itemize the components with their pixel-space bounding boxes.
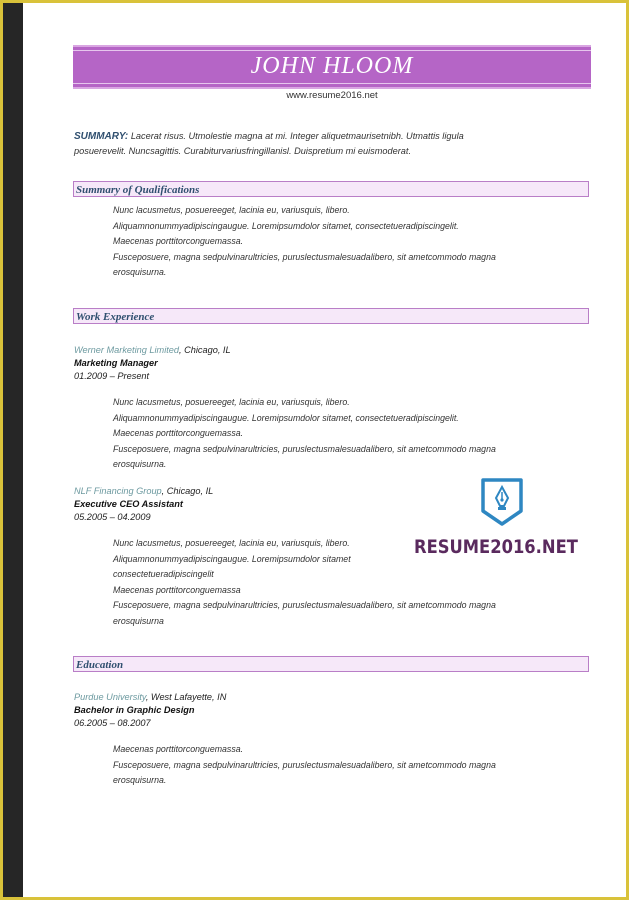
education-line: Fusceposuere, magna sedpulvinarultricies, puruslectusmalesuadalibero, sit ametcommodo magna [113, 759, 496, 770]
banner-rule-bottom [73, 83, 591, 84]
qualification-line: Fusceposuere, magna sedpulvinarultricies, puruslectusmalesuadalibero, sit ametcommodo magna [113, 251, 496, 262]
job-title: Marketing Manager [74, 358, 158, 368]
summary-text-2: posuerevelit. Nuncsagittis. Curabiturvariusfringillanisl. Duispretium mi euismoderat. [74, 146, 412, 156]
company-name: NLF Financing Group [74, 486, 162, 496]
education-line: Maecenas porttitorconguemassa. [113, 744, 244, 754]
website-link[interactable]: www.resume2016.net [286, 90, 378, 101]
school-name: Purdue University [74, 692, 146, 702]
qualification-line: Maecenas porttitorconguemassa. [113, 236, 244, 246]
company-name: Werner Marketing Limited [74, 345, 180, 355]
section-heading-work: Work Experience [73, 308, 589, 324]
duty-line: Maecenas porttitorconguemassa. [113, 428, 244, 438]
qualification-line: Aliquamnonummyadipiscingaugue. Loremipsumdolor sitamet, consectetueradipiscingelit. [113, 220, 459, 231]
duty-line: Nunc lacusmetus, posuereeget, lacinia eu, variusquis, libero. [113, 397, 350, 407]
section-heading-qualifications: Summary of Qualifications [73, 181, 589, 197]
duty-line: Aliquamnonummyadipiscingaugue. Loremipsumdolor sitamet, consectetueradipiscingelit. [113, 412, 459, 423]
duty-line: Fusceposuere, magna sedpulvinarultricies, puruslectusmalesuadalibero, sit ametcommodo magna [113, 600, 496, 610]
applicant-name: JOHN HLOOM [250, 53, 414, 79]
degree-title: Bachelor in Graphic Design [74, 705, 195, 715]
school-location: , West Lafayette, IN [145, 692, 227, 702]
education-dates: 06.2005 – 08.2007 [74, 718, 151, 728]
qualification-line: Nunc lacusmetus, posuereeget, lacinia eu, variusquis, libero. [113, 205, 350, 215]
duty-line: Maecenas porttitorconguemassa [113, 584, 241, 595]
duty-line: Fusceposuere, magna sedpulvinarultricies, puruslectusmalesuadalibero, sit ametcommodo magna [113, 443, 496, 454]
resume2016-logo [414, 478, 589, 568]
pen-nib-badge-icon [480, 478, 524, 526]
job-1-duties [113, 395, 553, 473]
summary-text-1: Lacerat risus. Utmolestie magna at mi. Integer aliquetmaurisetnibh. Utmattis ligula [128, 131, 464, 141]
name-banner [73, 45, 591, 89]
qualification-line: erosquisurna. [113, 267, 167, 277]
duty-line: Nunc lacusmetus, posuereeget, lacinia eu, variusquis, libero. [113, 538, 350, 548]
company-location: , Chicago, IL [161, 486, 214, 496]
job-dates: 05.2005 – 04.2009 [74, 512, 151, 522]
job-header-2 [74, 485, 213, 524]
duty-line: consectetueradipiscingelit [113, 569, 214, 579]
job-dates: 01.2009 – Present [74, 371, 150, 381]
company-location: , Chicago, IL [179, 345, 231, 355]
banner-rule-top [73, 50, 591, 51]
summary-label: SUMMARY: [74, 131, 129, 142]
education-line: erosquisurna. [113, 775, 167, 785]
education-details [113, 742, 553, 789]
duty-line: Aliquamnonummyadipiscingaugue. Loremipsumdolor sitamet [113, 553, 351, 564]
job-header-1 [74, 344, 231, 383]
job-title: Executive CEO Assistant [74, 499, 183, 509]
duty-line: erosquisurna [113, 615, 164, 626]
duty-line: erosquisurna. [113, 459, 167, 469]
qualifications-list [113, 203, 553, 281]
education-header [74, 691, 226, 730]
logo-wordmark: RESUME2016.NET [414, 536, 578, 558]
summary-block [74, 129, 574, 158]
section-heading-education: Education [73, 656, 589, 672]
